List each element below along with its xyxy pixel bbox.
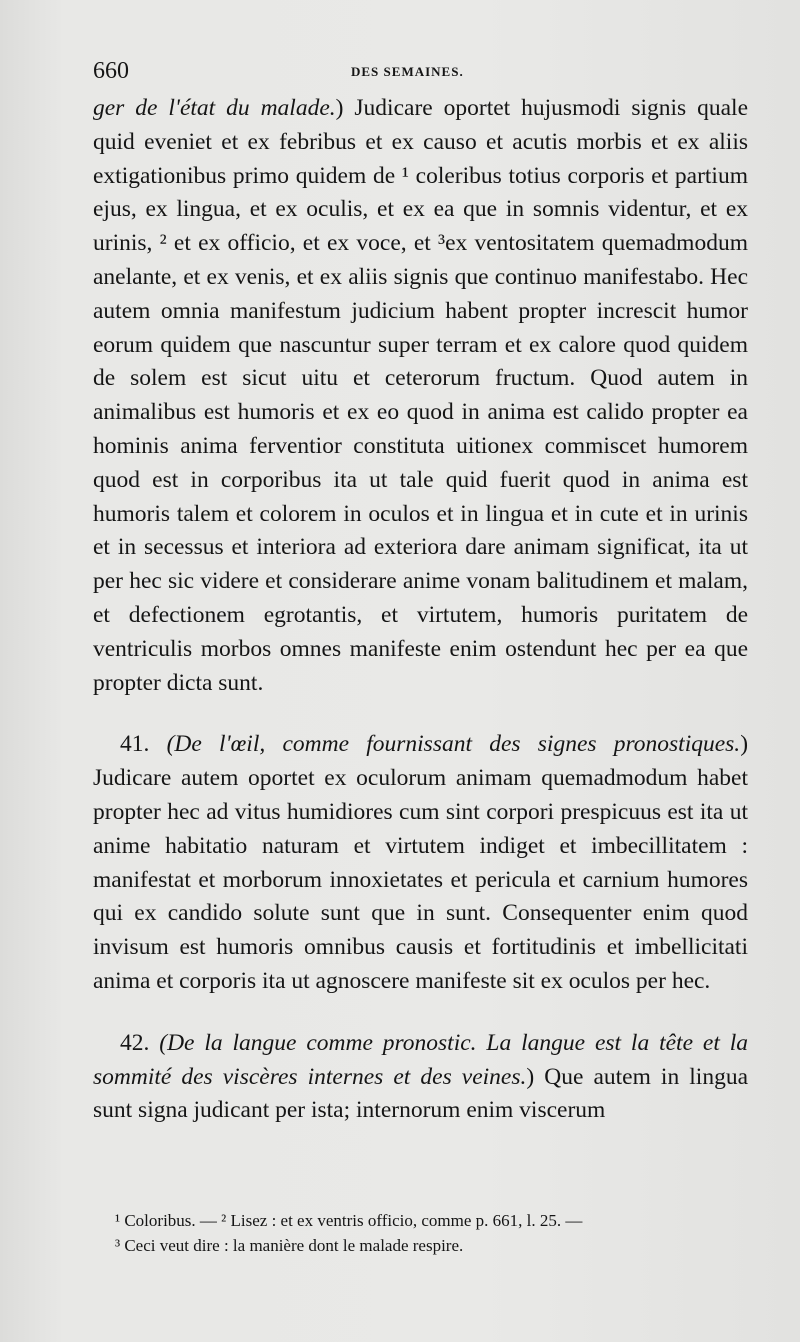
footnote-line: ³ Ceci veut dire : la manière dont le malade respire.: [115, 1236, 464, 1255]
section-number: 42.: [120, 1029, 150, 1056]
paragraph-continuation: [93, 92, 748, 700]
section-text: ) Que autem in lingua sunt signa judicant per ista; internorum enim viscerum: [93, 1063, 748, 1124]
section-title: (De l'œil, comme fournissant des signes pronostiques.: [166, 731, 741, 758]
section-42: [93, 1027, 748, 1128]
section-title: (De la langue comme pronostic. La langue est la tête et la sommité des viscères internes et des veines.: [93, 1029, 748, 1090]
section-text: ) Judicare autem oportet ex oculorum animam quemadmodum habet propter hec ad vitus humidiores cum sint corpori prespicuus est ita ut anime habitatio naturam et virtutem indiget et imbecillitatem : manifestat et morborum innoxietates et pericula et carnium humores qui ex candido solute sunt que in sunt. Consequenter enim quod invisum est humoris omnibus causis et fortitudinis et imbellicitati anima et corporis ita ut agnoscere manifeste sit ex oculos per hec.: [93, 731, 749, 994]
footnotes: [93, 1208, 753, 1258]
section-number: 41.: [120, 731, 150, 758]
page-number: 660: [93, 58, 129, 84]
paragraph-text: ) Judicare oportet hujusmodi signis quale quid eveniet et ex febribus et ex causo et acutis morbis et ex aliis extigationibus primo quidem de ¹ coleribus totius corporis et partium ejus, ex lingua, et ex oculis, et ex ea que in somnis videntur, et ex urinis, ² et ex officio, et ex voce, et ³ex ventositatem quemadmodum anelante, et ex venis, et ex aliis signis que continuo manifestabo. Hec autem omnia manifestum judicium habent propter increscit humor eorum quidem que nascuntur super terram et ex calore quod quidem de solem est sicut uitu et ceterorum fructum. Quod autem in animalibus est humoris et ex eo quod in anima est calido propter ea hominis anima ferventior constituta uitionex commiscet humorem quod est in corporibus ita ut tale quid fuerit quod in anima est humoris talem et colorem in oculos et in lingua et in cute et in urinis et in secessus et interiora ad exteriora dare animam significat, ita ut per hec sic videre et considerare anime vonam balitudinem et malam, et defectionem egrotantis, et virtutem, humoris puritatem de ventriculis morbos omnes manifeste enim ostendunt hec per ea que propter dicta sunt.: [93, 95, 749, 696]
body-text: [93, 92, 748, 1128]
section-41: [93, 728, 748, 998]
running-title: DES SEMAINES.: [351, 64, 464, 79]
italic-fragment: ger de l'état du malade.: [93, 95, 336, 121]
page-header: [93, 58, 748, 88]
footnote-line: ¹ Coloribus. — ² Lisez : et ex ventris officio, comme p. 661, l. 25. —: [115, 1211, 583, 1230]
